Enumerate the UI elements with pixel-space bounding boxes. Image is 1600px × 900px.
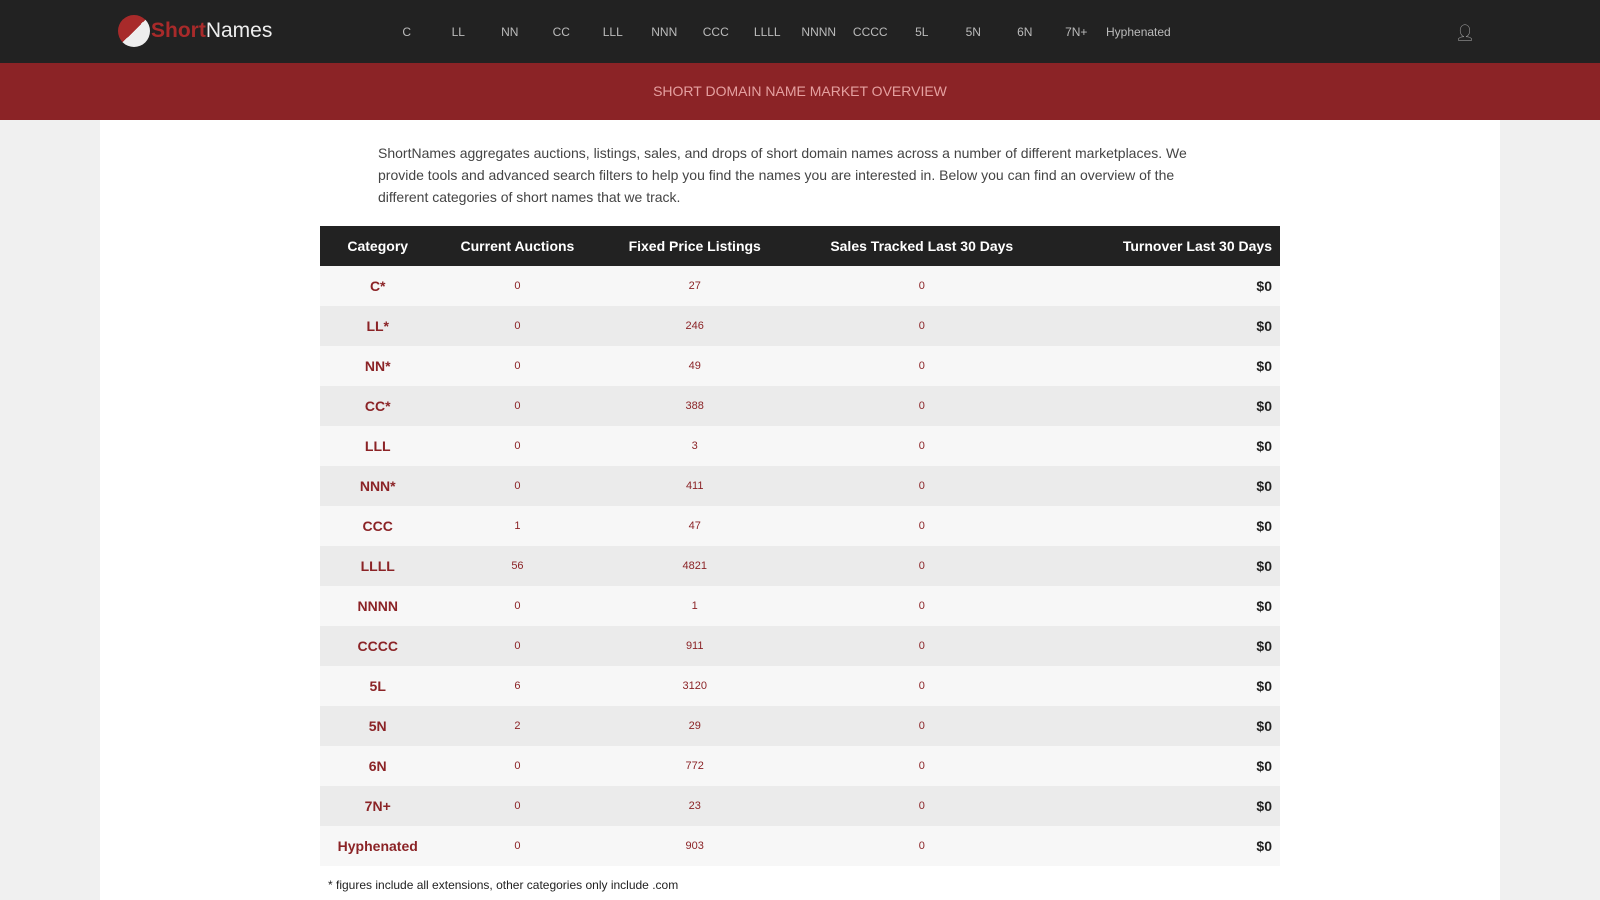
sales-count: 0 — [790, 786, 1054, 826]
turnover-value: $0 — [1054, 826, 1280, 866]
listings-count[interactable]: 23 — [599, 786, 790, 826]
table-row — [320, 426, 1280, 466]
table-row — [320, 466, 1280, 506]
sales-count: 0 — [790, 386, 1054, 426]
turnover-value: $0 — [1054, 746, 1280, 786]
nav-item-lll[interactable]: LLL — [602, 24, 623, 39]
sales-count: 0 — [790, 826, 1054, 866]
sales-count: 0 — [790, 306, 1054, 346]
column-header[interactable]: Turnover Last 30 Days — [1054, 226, 1280, 266]
auctions-count[interactable]: 0 — [435, 306, 599, 346]
column-header[interactable]: Fixed Price Listings — [599, 226, 790, 266]
table-row — [320, 586, 1280, 626]
turnover-value: $0 — [1054, 626, 1280, 666]
table-row — [320, 386, 1280, 426]
category-link[interactable]: Hyphenated — [320, 826, 435, 866]
nav-item-6n[interactable]: 6N — [1017, 24, 1033, 39]
column-header[interactable]: Current Auctions — [435, 226, 599, 266]
overview-table — [320, 226, 1280, 866]
table-header — [320, 226, 1280, 266]
table-row — [320, 546, 1280, 586]
listings-count[interactable]: 47 — [599, 506, 790, 546]
table-row — [320, 306, 1280, 346]
listings-count[interactable]: 3 — [599, 426, 790, 466]
nav-item-nnn[interactable]: NNN — [651, 24, 678, 39]
table-row — [320, 506, 1280, 546]
logo-text-names: Names — [205, 19, 273, 42]
table-row — [320, 266, 1280, 306]
sales-count: 0 — [790, 266, 1054, 306]
auctions-count[interactable]: 0 — [435, 386, 599, 426]
category-link[interactable]: 5N — [320, 706, 435, 746]
column-header[interactable]: Category — [320, 226, 435, 266]
nav-item-llll[interactable]: LLLL — [753, 24, 781, 39]
footnote: * figures include all extensions, other categories only include .com — [328, 878, 679, 892]
nav-item-c[interactable]: C — [402, 24, 412, 39]
category-link[interactable]: NNN* — [320, 466, 435, 506]
sales-count: 0 — [790, 466, 1054, 506]
auctions-count[interactable]: 0 — [435, 346, 599, 386]
auctions-count[interactable]: 0 — [435, 466, 599, 506]
table-row — [320, 826, 1280, 866]
nav-item-hyphenated[interactable]: Hyphenated — [1106, 24, 1171, 39]
auctions-count[interactable]: 0 — [435, 826, 599, 866]
listings-count[interactable]: 4821 — [599, 546, 790, 586]
turnover-value: $0 — [1054, 786, 1280, 826]
listings-count[interactable]: 29 — [599, 706, 790, 746]
table-row — [320, 626, 1280, 666]
table-row — [320, 786, 1280, 826]
category-link[interactable]: LL* — [320, 306, 435, 346]
table-row — [320, 746, 1280, 786]
turnover-value: $0 — [1054, 546, 1280, 586]
turnover-value: $0 — [1054, 466, 1280, 506]
listings-count[interactable]: 903 — [599, 826, 790, 866]
category-link[interactable]: CCC — [320, 506, 435, 546]
page-banner: SHORT DOMAIN NAME MARKET OVERVIEW — [0, 63, 1600, 120]
listings-count[interactable]: 911 — [599, 626, 790, 666]
sales-count: 0 — [790, 506, 1054, 546]
listings-count[interactable]: 246 — [599, 306, 790, 346]
turnover-value: $0 — [1054, 306, 1280, 346]
sales-count: 0 — [790, 546, 1054, 586]
table-row — [320, 666, 1280, 706]
auctions-count[interactable]: 2 — [435, 706, 599, 746]
turnover-value: $0 — [1054, 706, 1280, 746]
nav-item-5n[interactable]: 5N — [965, 24, 981, 39]
sales-count: 0 — [790, 666, 1054, 706]
category-link[interactable]: NN* — [320, 346, 435, 386]
auctions-count[interactable]: 0 — [435, 626, 599, 666]
nav-item-5l[interactable]: 5L — [915, 24, 929, 39]
auctions-count[interactable]: 0 — [435, 586, 599, 626]
auctions-count[interactable]: 0 — [435, 426, 599, 466]
main-content — [100, 120, 1500, 900]
nav-item-ccc[interactable]: CCC — [702, 24, 729, 39]
category-link[interactable]: C* — [320, 266, 435, 306]
category-link[interactable]: LLLL — [320, 546, 435, 586]
category-link[interactable]: NNNN — [320, 586, 435, 626]
nav-item-ll[interactable]: LL — [451, 24, 465, 39]
category-link[interactable]: 6N — [320, 746, 435, 786]
category-link[interactable]: CCCC — [320, 626, 435, 666]
table-row — [320, 346, 1280, 386]
auctions-count[interactable]: 0 — [435, 786, 599, 826]
top-nav — [0, 0, 1600, 63]
category-link[interactable]: 5L — [320, 666, 435, 706]
nav-item-nn[interactable]: NN — [501, 24, 519, 39]
turnover-value: $0 — [1054, 666, 1280, 706]
nav-item-nnnn[interactable]: NNNN — [801, 24, 837, 39]
sales-count: 0 — [790, 426, 1054, 466]
listings-count[interactable]: 388 — [599, 386, 790, 426]
table-row — [320, 706, 1280, 746]
turnover-value: $0 — [1054, 506, 1280, 546]
listings-count[interactable]: 1 — [599, 586, 790, 626]
auctions-count[interactable]: 1 — [435, 506, 599, 546]
sales-count: 0 — [790, 346, 1054, 386]
column-header[interactable]: Sales Tracked Last 30 Days — [790, 226, 1054, 266]
nav-item-cc[interactable]: CC — [552, 24, 570, 39]
auctions-count[interactable]: 0 — [435, 266, 599, 306]
sales-count: 0 — [790, 626, 1054, 666]
listings-count[interactable]: 772 — [599, 746, 790, 786]
intro-text: ShortNames aggregates auctions, listings, sales, and drops of short domain names across a number of different marketplaces. We provide tools and advanced search filters to help you find the names you are interested in. Below you can find an overview of the different categories of short names that we track. — [378, 145, 1187, 205]
listings-count[interactable]: 411 — [599, 466, 790, 506]
sales-count: 0 — [790, 746, 1054, 786]
turnover-value: $0 — [1054, 346, 1280, 386]
sales-count: 0 — [790, 586, 1054, 626]
nav-item-7nplus[interactable]: 7N+ — [1065, 24, 1088, 39]
auctions-count[interactable]: 56 — [435, 546, 599, 586]
turnover-value: $0 — [1054, 386, 1280, 426]
listings-count[interactable]: 27 — [599, 266, 790, 306]
logo-text-short: Short — [151, 19, 206, 42]
category-menu — [381, 0, 1175, 63]
category-link[interactable]: LLL — [320, 426, 435, 466]
auctions-count[interactable]: 0 — [435, 746, 599, 786]
category-link[interactable]: 7N+ — [320, 786, 435, 826]
category-link[interactable]: CC* — [320, 386, 435, 426]
logo-icon — [118, 15, 150, 47]
turnover-value: $0 — [1054, 426, 1280, 466]
auctions-count[interactable]: 6 — [435, 666, 599, 706]
turnover-value: $0 — [1054, 586, 1280, 626]
turnover-value: $0 — [1054, 266, 1280, 306]
nav-item-cccc[interactable]: CCCC — [852, 24, 888, 39]
logo[interactable] — [118, 15, 272, 47]
listings-count[interactable]: 49 — [599, 346, 790, 386]
add-user-icon[interactable]: 👤︎ — [1455, 25, 1476, 42]
sales-count: 0 — [790, 706, 1054, 746]
listings-count[interactable]: 3120 — [599, 666, 790, 706]
